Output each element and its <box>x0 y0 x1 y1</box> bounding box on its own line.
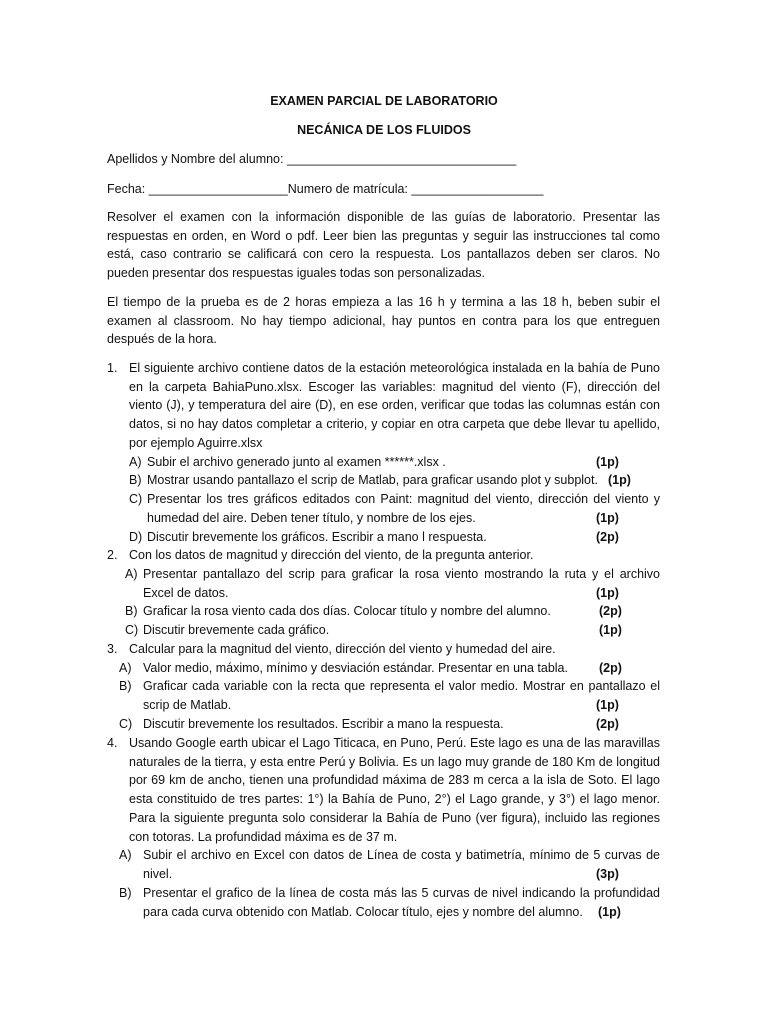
instructions-paragraph: Resolver el examen con la información disponible de las guías de laboratorio. Presentar las respuestas en orden, en Word o pdf. Leer bien las preguntas y seguir las instrucciones tal como está, caso contrario se calificará con cero la respuesta. Los pantallazos deben ser claros. No pueden presentar dos respuestas iguales todas son personalizadas. <box>107 210 660 281</box>
question-text: Calcular para la magnitud del viento, dirección del viento y humedad del aire. <box>129 642 556 656</box>
part-letter: B) <box>129 473 142 487</box>
part-points: (2p) <box>596 530 619 544</box>
student-name-field: Apellidos y Nombre del alumno: _________________________________ <box>107 152 517 166</box>
part-text: Graficar la rosa viento cada dos días. Colocar título y nombre del alumno. <box>143 604 551 618</box>
part-letter: A) <box>119 848 132 862</box>
part-letter: C) <box>119 717 133 731</box>
part-letter: A) <box>119 661 132 675</box>
part-points: (1p) <box>608 473 631 487</box>
question-text: Usando Google earth ubicar el Lago Titicaca, en Puno, Perú. Este lago es una de las maravillas naturales de la tierra, y esta entre Perú y Bolivia. Es un lago muy grande de 180 Km de longitud por 69 km de ancho, tienen una profundidad máxima de 283 m cerca a la isla de Soto. El lago esta constituido de tres partes: 1°) la Bahía de Puno, 2°) el Lago grande, y 3°) el lago menor. Para la siguiente pregunta solo considerar la Bahía de Puno (ver figura), incluido las regiones con totoras. La profundidad máxima es de 37 m. <box>129 736 660 844</box>
part-text: Valor medio, máximo, mínimo y desviación estándar. Presentar en una tabla. <box>143 661 568 675</box>
part-points: (1p) <box>596 586 619 600</box>
part-letter: C) <box>125 623 139 637</box>
part-points: (1p) <box>598 905 621 919</box>
date-enrollment-field: Fecha: ____________________Numero de matrícula: ___________________ <box>107 182 544 196</box>
part-points: (1p) <box>596 455 619 469</box>
part-text: Subir el archivo en Excel con datos de Línea de costa y batimetría, mínimo de 5 curvas de nivel. <box>143 848 660 881</box>
part-letter: B) <box>119 679 132 693</box>
question-number: 1. <box>107 361 118 375</box>
question-number: 3. <box>107 642 118 656</box>
exam-title: EXAMEN PARCIAL DE LABORATORIO <box>270 94 498 108</box>
exam-subtitle: NECÁNICA DE LOS FLUIDOS <box>297 123 471 137</box>
part-text: Presentar el grafico de la línea de costa más las 5 curvas de nivel indicando la profundidad para cada curva obtenido con Matlab. Colocar título, ejes y nombre del alumno. <box>143 886 660 919</box>
part-text: Subir el archivo generado junto al examen ******.xlsx . <box>147 455 446 469</box>
part-points: (2p) <box>599 661 622 675</box>
part-text: Discutir brevemente los gráficos. Escribir a mano l respuesta. <box>147 530 487 544</box>
part-letter: B) <box>119 886 132 900</box>
question-text: El siguiente archivo contiene datos de la estación meteorológica instalada en la bahía de Puno en la carpeta BahiaPuno.xlsx. Escoger las variables: magnitud del viento (F), dirección del viento (J), y temperatura del aire (D), en ese orden, verificar que todas las columnas están con datos, si no hay datos completar a criterio, y copiar en otra carpeta que debe llevar tu apellido, por ejemplo Aguirre.xlsx <box>129 361 660 450</box>
question-text: Con los datos de magnitud y dirección del viento, de la pregunta anterior. <box>129 548 534 562</box>
question-number: 2. <box>107 548 118 562</box>
part-points: (1p) <box>596 698 619 712</box>
part-text: Mostrar usando pantallazo el scrip de Matlab, para graficar usando plot y subplot. <box>147 473 598 487</box>
part-text: Discutir brevemente cada gráfico. <box>143 623 330 637</box>
part-letter: A) <box>129 455 142 469</box>
question-number: 4. <box>107 736 118 750</box>
part-text: Presentar pantallazo del scrip para graficar la rosa viento mostrando la ruta y el archivo Excel de datos. <box>143 567 660 600</box>
part-points: (2p) <box>596 717 619 731</box>
part-points: (1p) <box>596 511 619 525</box>
part-letter: A) <box>125 567 138 581</box>
part-text: Graficar cada variable con la recta que representa el valor medio. Mostrar en pantallazo el scrip de Matlab. <box>143 679 660 712</box>
part-letter: D) <box>129 530 143 544</box>
part-points: (3p) <box>596 867 619 881</box>
part-points: (1p) <box>599 623 622 637</box>
part-text: Presentar los tres gráficos editados con Paint: magnitud del viento, dirección del viento y humedad del aire. Deben tener título, y nombre de los ejes. <box>147 492 660 525</box>
part-letter: B) <box>125 604 138 618</box>
part-text: Discutir brevemente los resultados. Escribir a mano la respuesta. <box>143 717 504 731</box>
time-paragraph: El tiempo de la prueba es de 2 horas empieza a las 16 h y termina a las 18 h, beben subir el examen al classroom. No hay tiempo adicional, hay puntos en contra para los que entreguen después de la hora. <box>107 295 660 347</box>
part-letter: C) <box>129 492 143 506</box>
part-points: (2p) <box>599 604 622 618</box>
